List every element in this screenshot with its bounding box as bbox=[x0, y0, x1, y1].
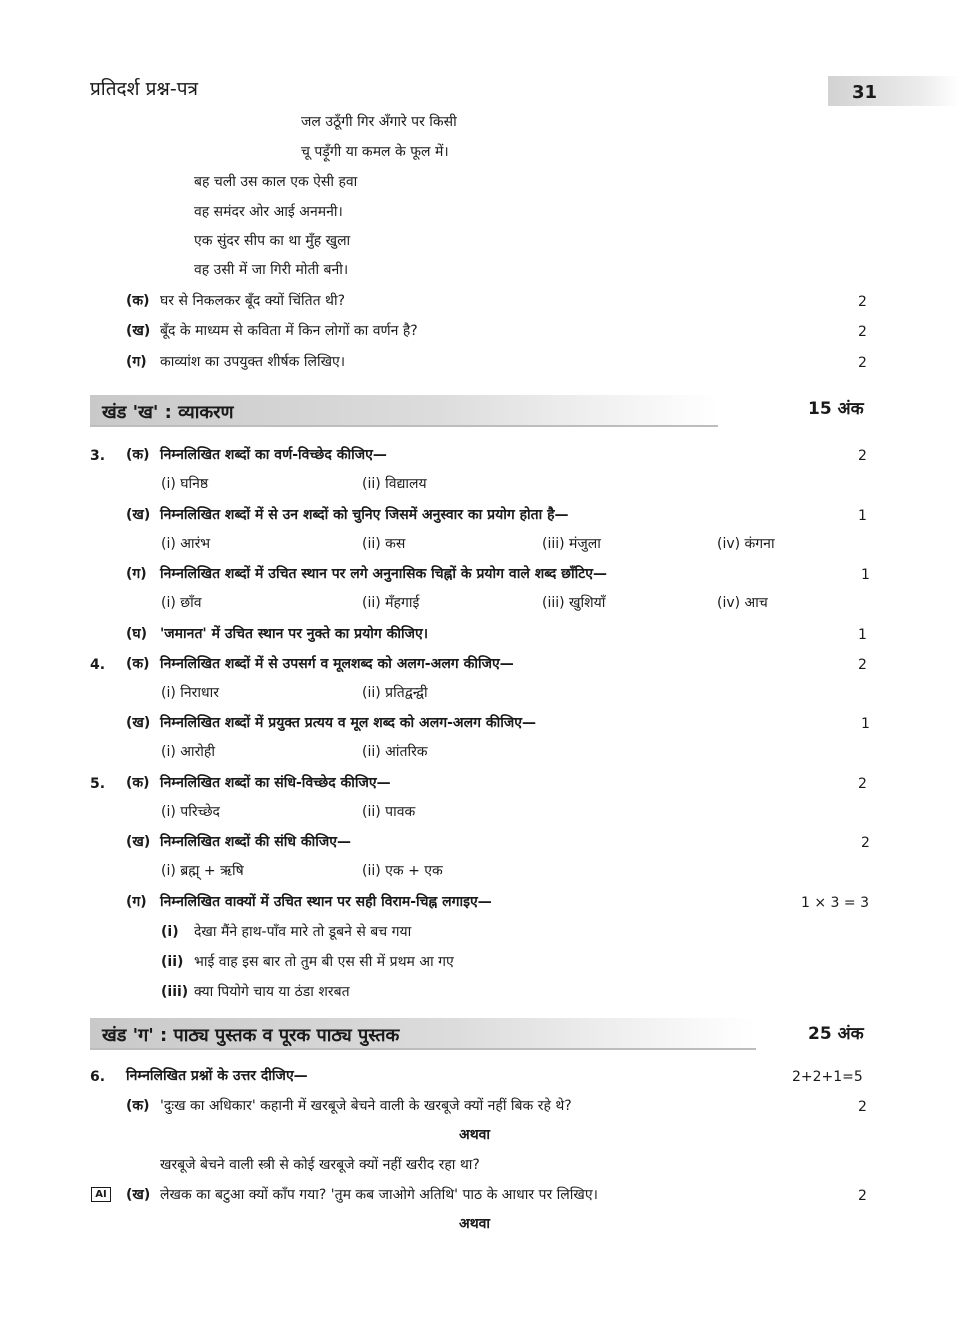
option: (ii) आंतरिक bbox=[362, 744, 428, 760]
question-label: (ग) bbox=[126, 354, 147, 370]
poem-line: जल उठूँगी गिर अँगारे पर किसी bbox=[301, 114, 457, 130]
poem-line: वह समंदर ओर आई अनमनी। bbox=[194, 204, 343, 220]
page-number: 31 bbox=[852, 82, 878, 103]
poem-line: बह चली उस काल एक ऐसी हवा bbox=[194, 174, 358, 190]
question-label: (क) bbox=[126, 1098, 150, 1114]
option: (i) घनिष्ठ bbox=[161, 476, 209, 492]
question-marks: 2 bbox=[858, 1099, 867, 1115]
poem-line: वह उसी में जा गिरी मोती बनी। bbox=[194, 262, 349, 278]
question-label: (ख) bbox=[126, 507, 151, 523]
header-title: प्रतिदर्श प्रश्न-पत्र bbox=[90, 78, 198, 100]
option: (ii) मँहगाई bbox=[362, 595, 420, 611]
question-text: निम्नलिखित शब्दों में से उन शब्दों को चुनिए जिसमें अनुस्वार का प्रयोग होता है— bbox=[160, 507, 569, 523]
option: (ii) विद्यालय bbox=[362, 476, 427, 492]
option: (iv) कंगना bbox=[717, 536, 775, 552]
poem-line: चू पड़ूँगी या कमल के फूल में। bbox=[301, 144, 449, 160]
question-marks: 2 bbox=[858, 355, 867, 371]
or-label: अथवा bbox=[459, 1216, 491, 1232]
question-text: निम्नलिखित शब्दों में उचित स्थान पर लगे अनुनासिक चिह्नों के प्रयोग वाले शब्द छाँटिए— bbox=[160, 566, 608, 582]
question-label: (ग) bbox=[126, 566, 147, 582]
option: (i) आरोही bbox=[161, 744, 215, 760]
question-text: खरबूजे बेचने वाली स्त्री से कोई खरबूजे क्यों नहीं खरीद रहा था? bbox=[160, 1157, 480, 1173]
item-text: देखा मैंने हाथ-पाँव मारे तो डूबने से बच गया bbox=[194, 924, 412, 940]
question-number: 4. bbox=[90, 657, 106, 673]
option: (ii) प्रतिद्वन्द्वी bbox=[362, 685, 428, 701]
question-marks: 1 bbox=[858, 508, 867, 524]
question-marks: 2 bbox=[858, 294, 867, 310]
question-text: निम्नलिखित शब्दों में प्रयुक्त प्रत्यय व मूल शब्द को अलग-अलग कीजिए— bbox=[160, 715, 536, 731]
option: (ii) एक + एक bbox=[362, 863, 443, 879]
question-text: निम्नलिखित शब्दों का वर्ण-विच्छेद कीजिए— bbox=[160, 447, 387, 463]
section-ga-marks: 25 अंक bbox=[808, 1024, 864, 1044]
poem-line: एक सुंदर सीप का था मुँह खुला bbox=[194, 233, 351, 249]
item-text: भाई वाह इस बार तो तुम बी एस सी में प्रथम आ गए bbox=[194, 954, 454, 970]
question-text: निम्नलिखित प्रश्नों के उत्तर दीजिए— bbox=[126, 1068, 308, 1084]
option: (iii) खुशियाँ bbox=[542, 595, 606, 611]
question-label: (घ) bbox=[126, 626, 148, 642]
question-text: 'दुःख का अधिकार' कहानी में खरबूजे बेचने वाली के खरबूजे क्यों नहीं बिक रहे थे? bbox=[160, 1098, 572, 1114]
option: (i) परिच्छेद bbox=[161, 804, 220, 820]
question-label: (क) bbox=[126, 656, 150, 672]
question-text: घर से निकलकर बूँद क्यों चिंतित थी? bbox=[160, 293, 346, 309]
ai-badge: AI bbox=[91, 1187, 111, 1202]
question-marks: 2 bbox=[858, 1188, 867, 1204]
section-kha-title: खंड 'ख' : व्याकरण bbox=[102, 402, 234, 423]
question-label: (ग) bbox=[126, 894, 147, 910]
question-number: 5. bbox=[90, 776, 106, 792]
question-number: 3. bbox=[90, 448, 106, 464]
question-text: 'जमानत' में उचित स्थान पर नुक्ते का प्रयोग कीजिए। bbox=[160, 626, 429, 642]
or-label: अथवा bbox=[459, 1127, 491, 1143]
option: (i) ब्रह्म् + ऋषि bbox=[161, 863, 244, 879]
question-text: निम्नलिखित वाक्यों में उचित स्थान पर सही विराम-चिह्न लगाइए— bbox=[160, 894, 492, 910]
item-label: (iii) bbox=[161, 984, 189, 1000]
option: (iv) आच bbox=[717, 595, 768, 611]
section-ga-heading bbox=[90, 1018, 756, 1050]
question-text: लेखक का बटुआ क्यों काँप गया? 'तुम कब जाओगे अतिथि' पाठ के आधार पर लिखिए। bbox=[160, 1187, 598, 1203]
question-marks: 2 bbox=[861, 835, 870, 851]
question-text: निम्नलिखित शब्दों की संधि कीजिए— bbox=[160, 834, 352, 850]
section-kha-marks: 15 अंक bbox=[808, 399, 864, 419]
question-marks: 2 bbox=[858, 657, 867, 673]
question-marks: 1 bbox=[858, 627, 867, 643]
question-marks: 2+2+1=5 bbox=[792, 1069, 863, 1085]
question-marks: 2 bbox=[858, 324, 867, 340]
question-marks: 2 bbox=[858, 448, 867, 464]
question-text: निम्नलिखित शब्दों का संधि-विच्छेद कीजिए— bbox=[160, 775, 391, 791]
question-number: 6. bbox=[90, 1069, 106, 1085]
question-label: (क) bbox=[126, 447, 150, 463]
question-text: काव्यांश का उपयुक्त शीर्षक लिखिए। bbox=[160, 354, 346, 370]
question-marks: 1 × 3 = 3 bbox=[801, 895, 869, 911]
option: (i) निराधार bbox=[161, 685, 219, 701]
section-kha-heading bbox=[90, 395, 718, 427]
item-text: क्या पियोगे चाय या ठंडा शरबत bbox=[194, 984, 350, 1000]
question-marks: 1 bbox=[861, 716, 870, 732]
option: (ii) कस bbox=[362, 536, 406, 552]
section-ga-title: खंड 'ग' : पाठ्य पुस्तक व पूरक पाठ्य पुस्तक bbox=[102, 1025, 400, 1046]
page-number-box bbox=[828, 76, 960, 106]
option: (i) छाँव bbox=[161, 595, 202, 611]
question-label: (क) bbox=[126, 775, 150, 791]
question-marks: 2 bbox=[858, 776, 867, 792]
question-label: (ख) bbox=[126, 834, 151, 850]
question-label: (ख) bbox=[126, 1187, 151, 1203]
option: (ii) पावक bbox=[362, 804, 416, 820]
item-label: (i) bbox=[161, 924, 179, 940]
question-text: बूँद के माध्यम से कविता में किन लोगों का वर्णन है? bbox=[160, 323, 418, 339]
question-label: (ख) bbox=[126, 715, 151, 731]
option: (iii) मंजुला bbox=[542, 536, 601, 552]
question-label: (क) bbox=[126, 293, 150, 309]
question-text: निम्नलिखित शब्दों में से उपसर्ग व मूलशब्द को अलग-अलग कीजिए— bbox=[160, 656, 514, 672]
question-marks: 1 bbox=[861, 567, 870, 583]
option: (i) आरंभ bbox=[161, 536, 211, 552]
question-label: (ख) bbox=[126, 323, 151, 339]
item-label: (ii) bbox=[161, 954, 184, 970]
